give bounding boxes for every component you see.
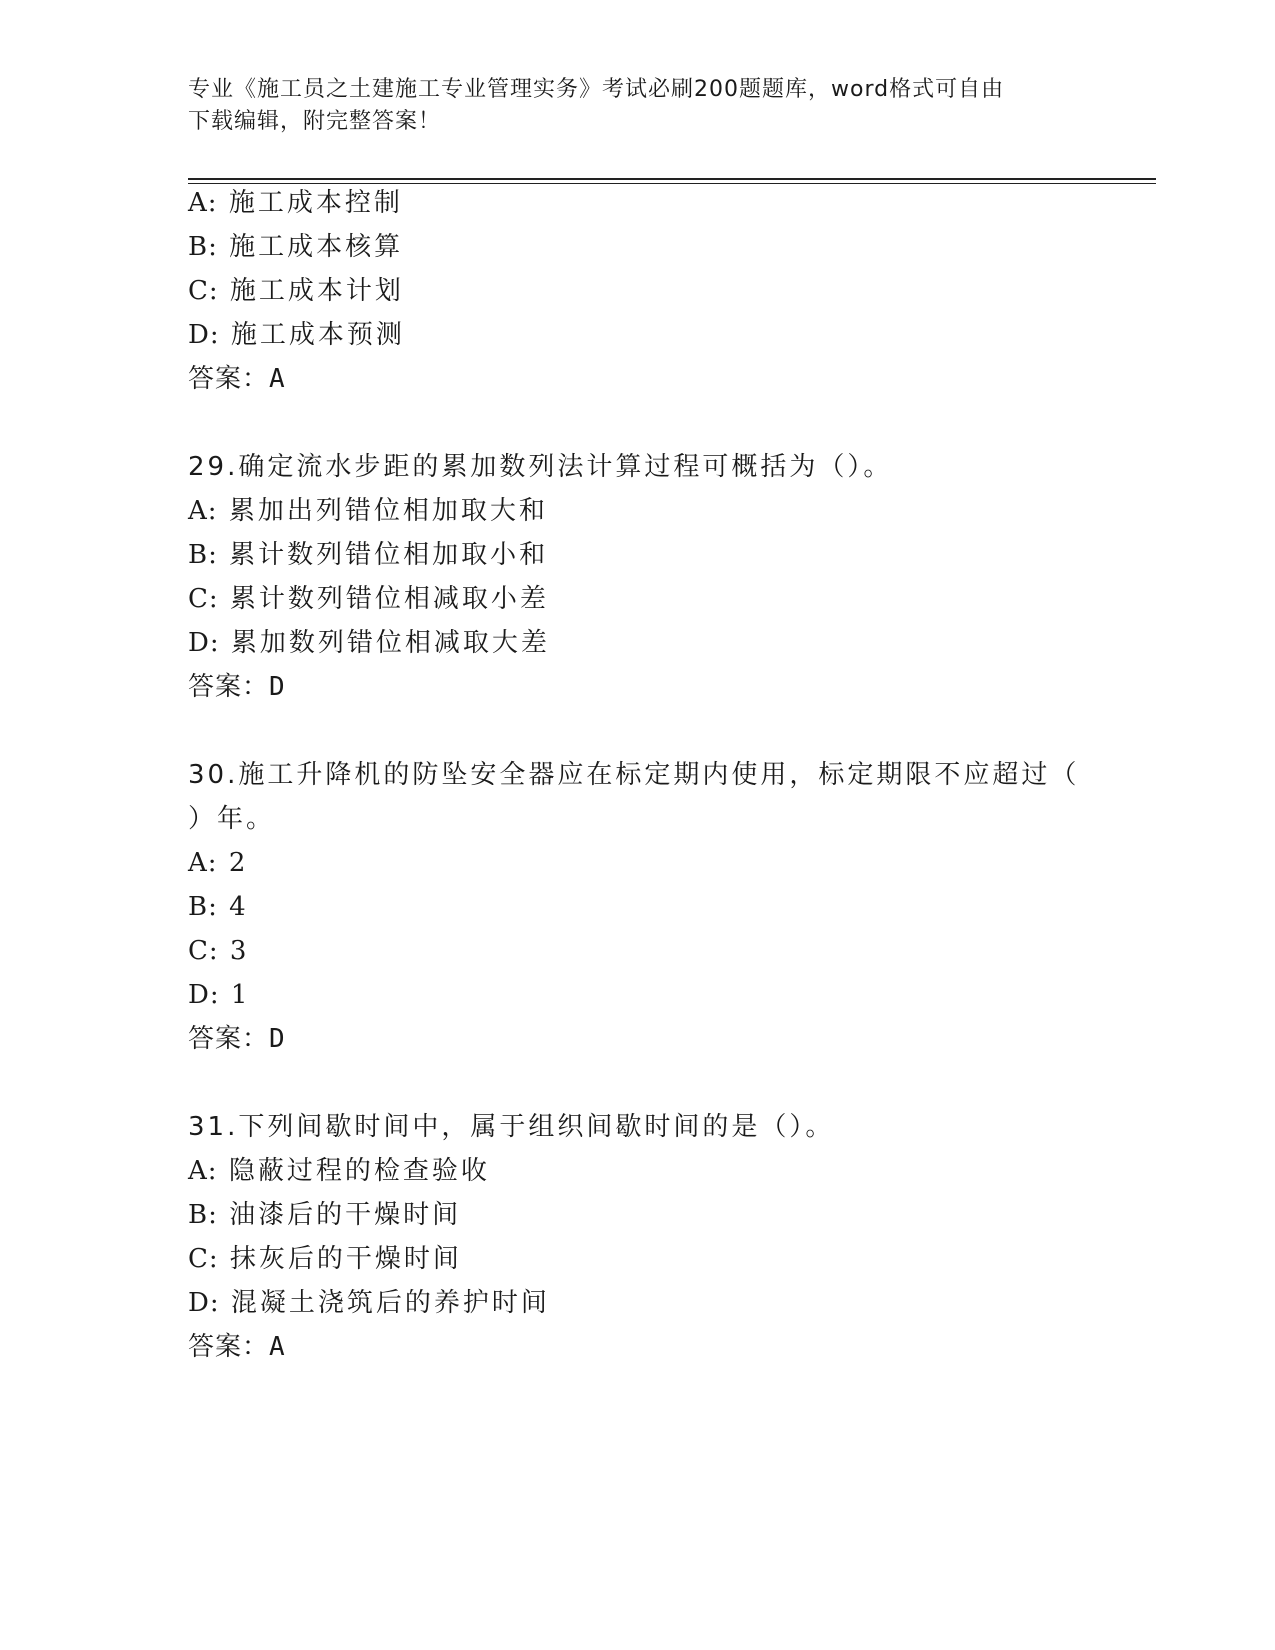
option-text: 混凝土浇筑后的养护时间 — [230, 1288, 550, 1318]
q28-option-c — [188, 274, 404, 308]
q29-answer — [188, 670, 286, 704]
q29-question: 29.确定流水步距的累加数列法计算过程可概括为（）。 — [188, 452, 893, 482]
option-label: B: — [188, 892, 218, 922]
option-text: 1 — [230, 980, 249, 1010]
option-label: C: — [188, 276, 219, 306]
option-text: 累计数列错位相加取小和 — [229, 540, 549, 570]
option-label: A: — [188, 188, 218, 218]
q29-option-c — [188, 582, 549, 616]
q30-answer — [188, 1022, 286, 1056]
header-divider-thick — [188, 178, 1156, 180]
option-text: 累加数列错位相减取大差 — [230, 628, 550, 658]
option-label: A: — [188, 496, 218, 526]
answer-label: 答案： — [188, 672, 270, 702]
option-text: 2 — [228, 848, 247, 878]
q31-option-c — [188, 1242, 462, 1276]
option-text: 施工成本控制 — [228, 188, 403, 218]
q28-option-b — [188, 230, 403, 264]
answer-label: 答案： — [188, 1332, 270, 1362]
q28-option-d — [188, 318, 405, 352]
q31-option-d — [188, 1286, 550, 1320]
document-header — [188, 74, 1088, 138]
q29-option-b — [188, 538, 548, 572]
q30-option-b — [188, 890, 247, 924]
option-text: 3 — [229, 936, 248, 966]
q31-option-a — [188, 1154, 490, 1188]
option-label: B: — [188, 540, 218, 570]
option-label: D: — [188, 320, 220, 350]
q31-option-b — [188, 1198, 461, 1232]
q30-option-d — [188, 978, 248, 1012]
header-line-1: 专业《施工员之土建施工专业管理实务》考试必刷200题题库，word格式可自由 — [188, 77, 1005, 102]
option-label: C: — [188, 584, 219, 614]
q31-answer — [188, 1330, 286, 1364]
option-label: C: — [188, 936, 219, 966]
answer-value: A — [269, 364, 286, 394]
option-label: D: — [188, 980, 220, 1010]
answer-value: A — [269, 1332, 286, 1362]
q28-answer — [188, 362, 286, 396]
option-text: 累加出列错位相加取大和 — [228, 496, 548, 526]
option-text: 施工成本计划 — [229, 276, 404, 306]
option-label: D: — [188, 1288, 220, 1318]
q31-question: 31.下列间歇时间中，属于组织间歇时间的是（）。 — [188, 1112, 835, 1142]
q29-option-d — [188, 626, 550, 660]
option-text: 累计数列错位相减取小差 — [229, 584, 549, 614]
answer-value: D — [269, 672, 286, 702]
option-label: A: — [188, 1156, 218, 1186]
option-label: B: — [188, 232, 218, 262]
header-divider-thin — [188, 183, 1156, 184]
q30-question-line-2: ）年。 — [188, 804, 276, 834]
option-text: 隐蔽过程的检查验收 — [228, 1156, 490, 1186]
q28-option-a — [188, 186, 403, 220]
option-text: 施工成本核算 — [229, 232, 404, 262]
answer-label: 答案： — [188, 1024, 270, 1054]
header-line-2: 下载编辑，附完整答案！ — [188, 109, 442, 134]
answer-label: 答案： — [188, 364, 270, 394]
option-label: C: — [188, 1244, 219, 1274]
option-label: B: — [188, 1200, 218, 1230]
option-text: 施工成本预测 — [230, 320, 405, 350]
option-label: A: — [188, 848, 218, 878]
q30-option-a — [188, 846, 246, 880]
q30-question-line-1: 30.施工升降机的防坠安全器应在标定期内使用，标定期限不应超过（ — [188, 760, 1080, 790]
q29-option-a — [188, 494, 548, 528]
option-text: 4 — [229, 892, 247, 922]
option-text: 油漆后的干燥时间 — [229, 1200, 462, 1230]
q30-option-c — [188, 934, 247, 968]
answer-value: D — [269, 1024, 286, 1054]
option-text: 抹灰后的干燥时间 — [229, 1244, 462, 1274]
option-label: D: — [188, 628, 220, 658]
